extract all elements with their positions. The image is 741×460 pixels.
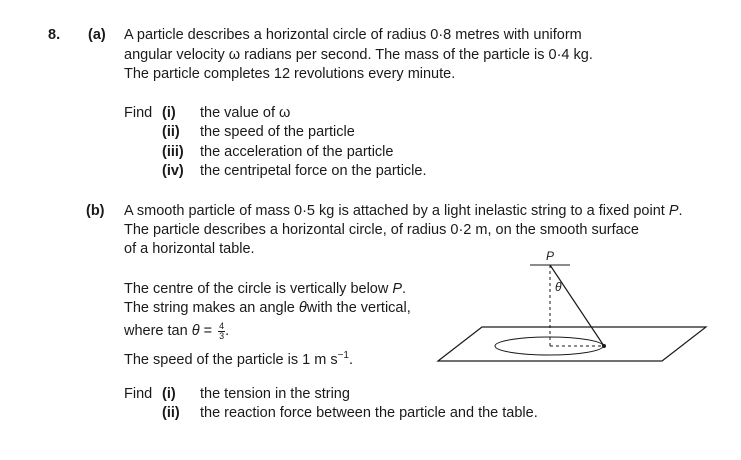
- centre-statement: The centre of the circle is vertically below P.: [124, 281, 407, 297]
- part-a-item-num: (iv): [162, 163, 184, 179]
- part-b-item-num: (ii): [162, 405, 180, 421]
- table-surface: [438, 327, 706, 361]
- tan-fraction: $\frac{4}{3}$: [219, 320, 225, 341]
- speed-statement: The speed of the particle is 1 m $s^{-1}$.: [124, 350, 354, 368]
- question-number: 8.: [48, 27, 61, 43]
- string-line: [550, 265, 604, 346]
- part-a-item-text: the value of ω: [200, 105, 291, 121]
- point-p-label: P: [546, 249, 555, 263]
- part-b-label: (b): [86, 203, 105, 219]
- part-a-item-num: (i): [162, 105, 176, 121]
- part-a-line-3: The particle completes 12 revolutions every minute.: [124, 66, 456, 82]
- part-b-line-3: of a horizontal table.: [124, 241, 255, 257]
- part-a-find-label: Find: [124, 105, 153, 121]
- part-a-item-num: (iii): [162, 144, 184, 160]
- part-b-find-label: Find: [124, 386, 153, 402]
- angle-statement: The string makes an angle θwith the vertical,: [124, 300, 411, 316]
- part-a-line-2: angular velocity ω radians per second. The mass of the particle is 0·4 kg.: [124, 47, 593, 63]
- part-a-item-text: the centripetal force on the particle.: [200, 163, 427, 179]
- part-b-item-text: the reaction force between the particle and the table.: [200, 405, 538, 421]
- part-a-item-text: the acceleration of the particle: [200, 144, 394, 160]
- part-a-item-text: the speed of the particle: [200, 124, 355, 140]
- part-a-label: (a): [88, 27, 106, 43]
- part-a-line-1: A particle describes a horizontal circle of radius 0·8 metres with uniform: [124, 27, 582, 43]
- part-b-item-num: (i): [162, 386, 176, 402]
- part-b-line-1: A smooth particle of mass 0·5 kg is attached by a light inelastic string to a fixed point P.: [124, 203, 683, 219]
- theta-label: θ: [555, 280, 562, 294]
- part-b-line-2: The particle describes a horizontal circle, of radius 0·2 m, on the smooth surface: [124, 222, 639, 238]
- tan-statement: where tan θ = $\frac{4}{3}$ .: [124, 320, 230, 341]
- part-a-item-num: (ii): [162, 124, 180, 140]
- part-b-item-text: the tension in the string: [200, 386, 350, 402]
- particle: [602, 344, 606, 348]
